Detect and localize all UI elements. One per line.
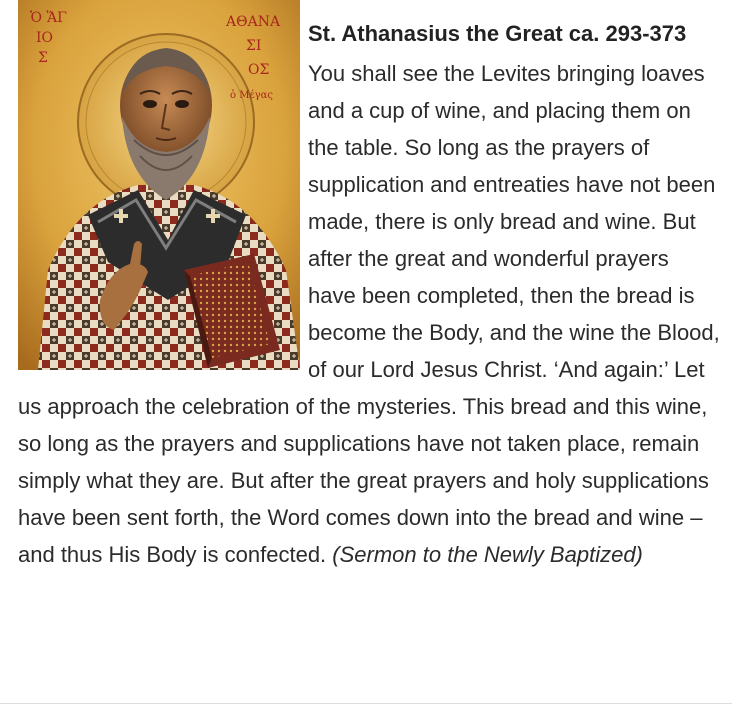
article — [18, 0, 722, 573]
inscription-right-3: ΟΣ — [248, 62, 270, 78]
citation: (Sermon to the Newly Baptized) — [332, 542, 643, 567]
inscription-left-2: ΙΟ — [36, 30, 54, 46]
inscription-right-2: ΣΙ — [246, 38, 262, 54]
inscription-right-4: ὁ Μέγας — [230, 90, 273, 101]
bottom-divider — [0, 703, 732, 704]
saint-icon-illustration — [18, 0, 300, 370]
quote-text: You shall see the Levites bringing loaves and a cup of wine, and placing them on the table. So long as the prayers of supplication and entreaties have not been made, there is only bread and wine. But after the great and wonderful prayers have been completed, then the bread is become the Body, and the wine the Blood, of our Lord Jesus Christ. ‘And again:’ Let us approach the celebration of the mysteries. This bread and this wine, so long as the prayers and supplications have not taken place, remain simply what they are. But after the great prayers and holy supplications have been sent forth, the Word comes down into the bread and wine – and thus His Body is confected. — [18, 61, 720, 567]
inscription-right-1: ΑΘΑΝΑ — [226, 14, 281, 30]
article-title: St. Athanasius the Great ca. 293-373 — [308, 21, 687, 46]
saint-icon-image — [18, 0, 300, 370]
inscription-left-1: Ὁ ἍΓ — [30, 10, 67, 26]
inscription-left-3: Σ — [38, 50, 48, 66]
